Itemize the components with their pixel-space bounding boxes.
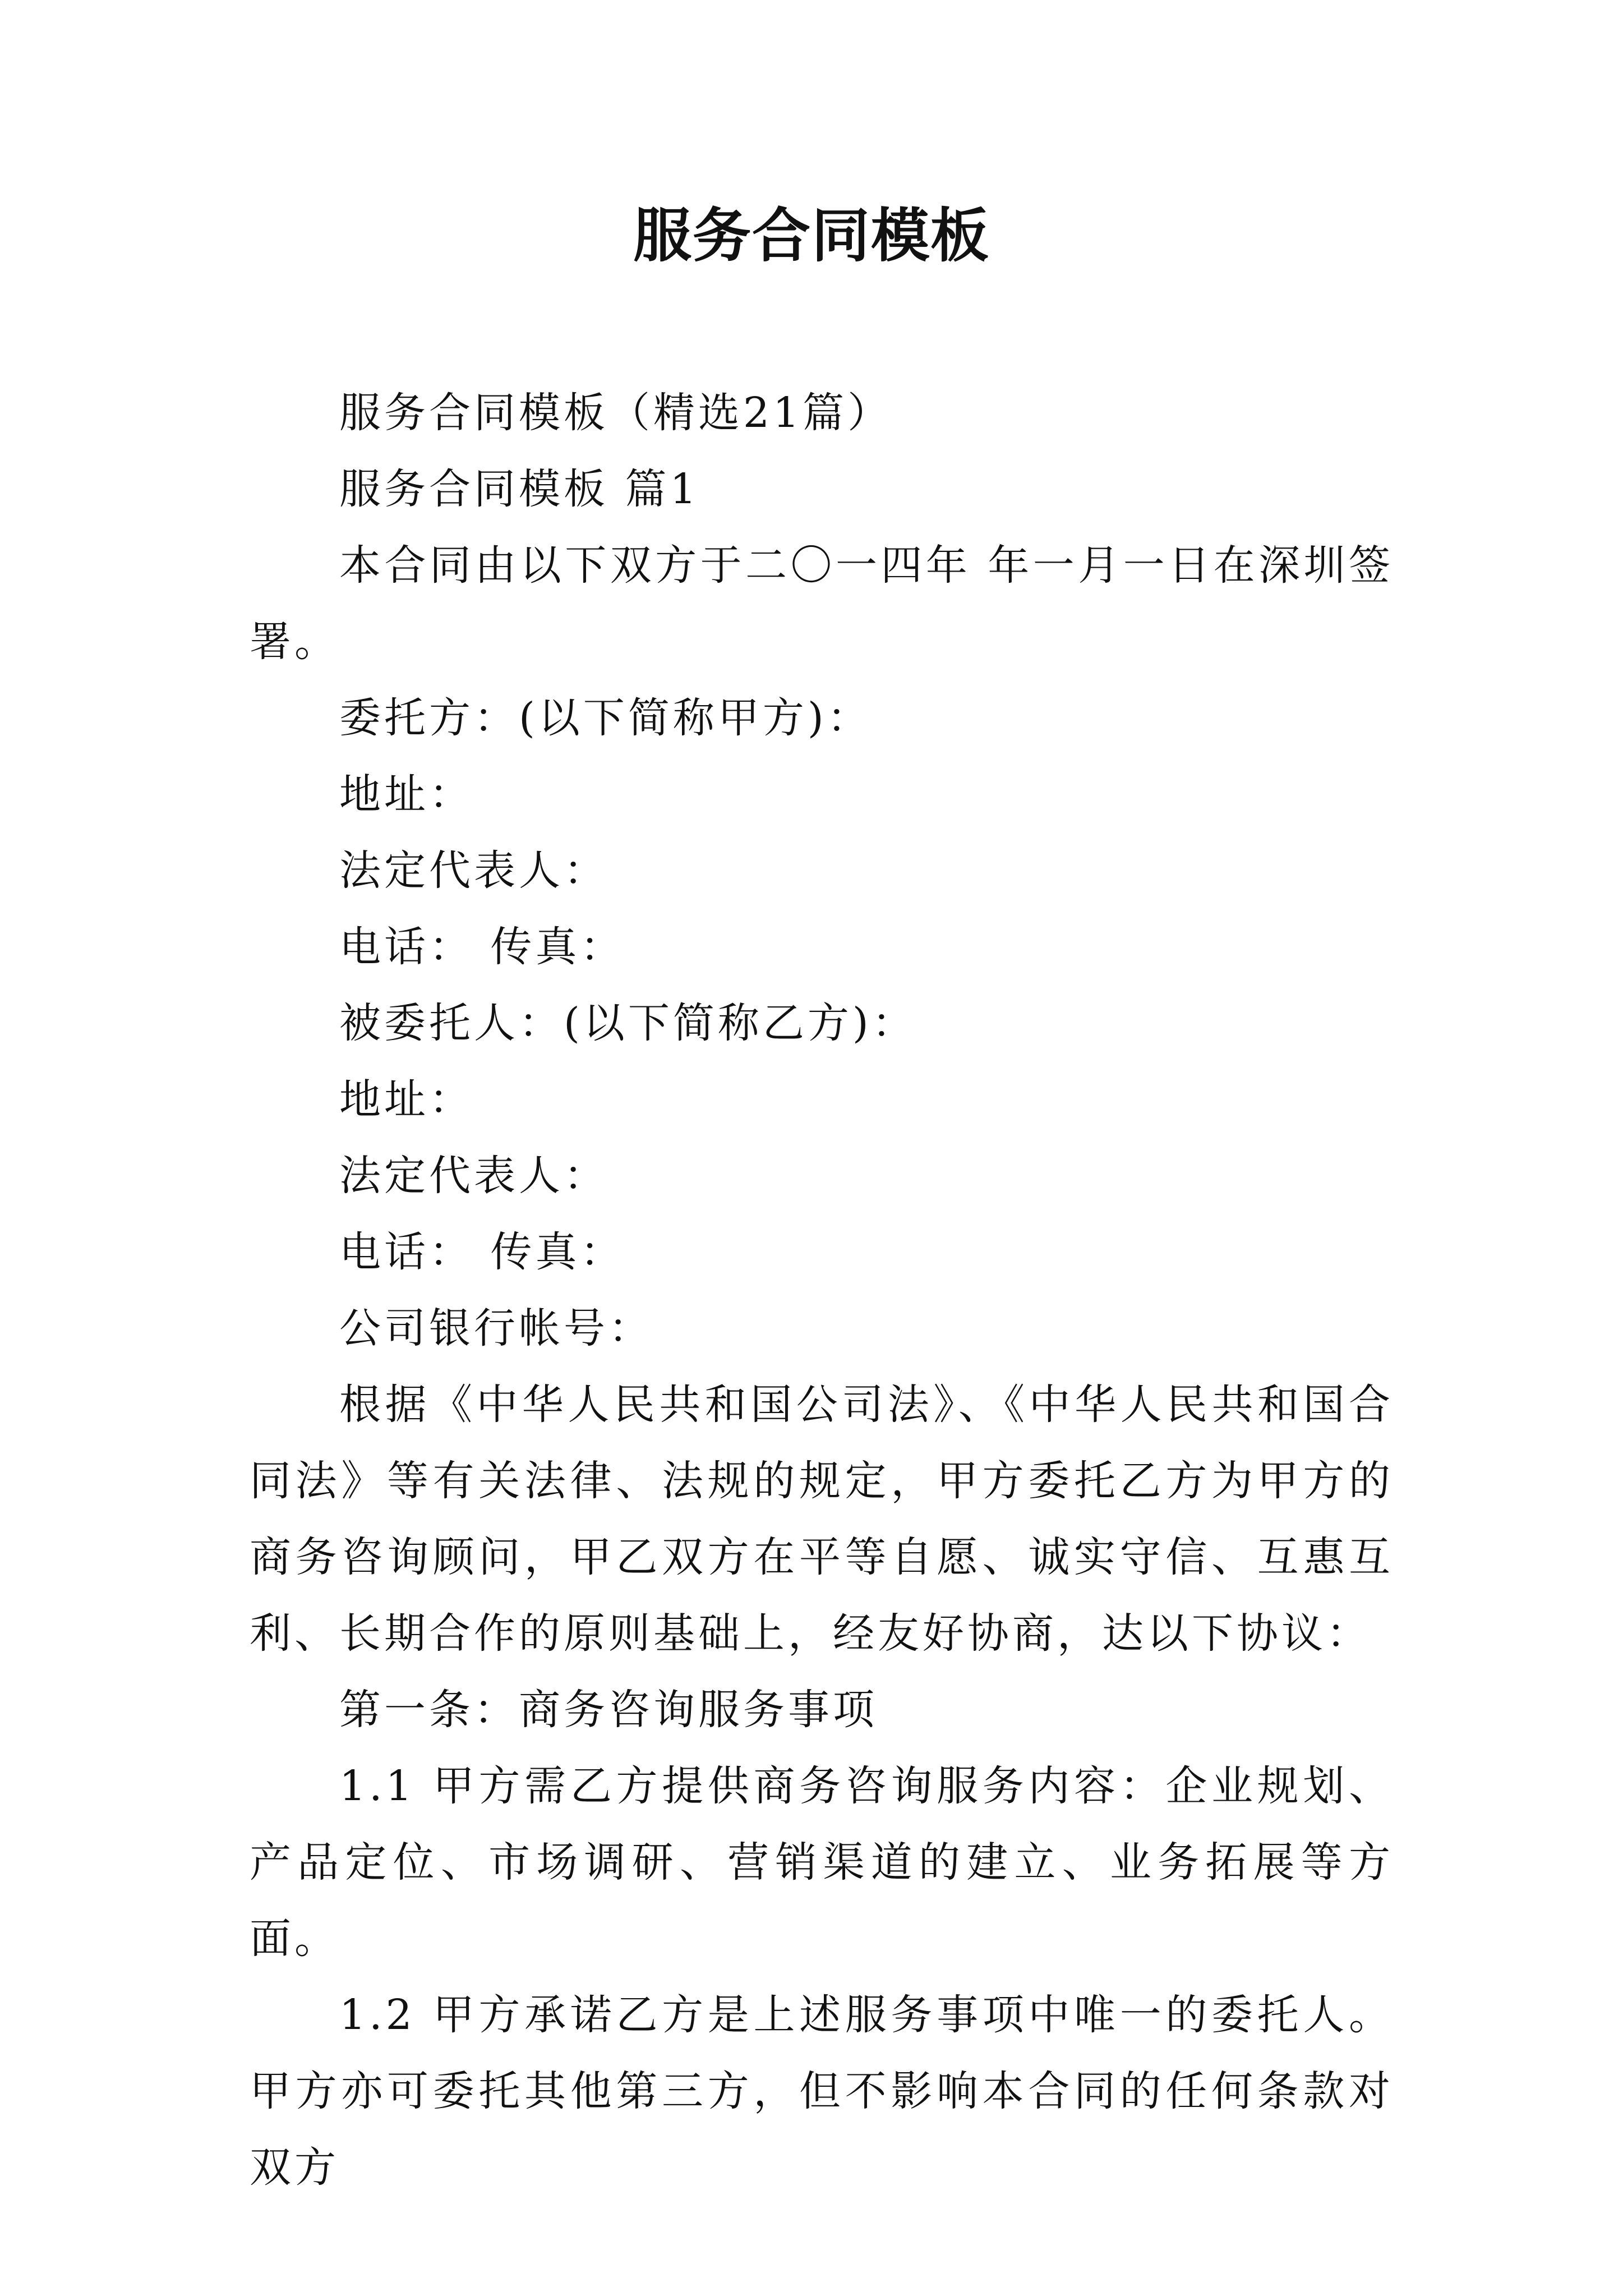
paragraph-client-address: 地址： <box>339 770 474 818</box>
paragraph-section-heading: 服务合同模板 篇1 <box>339 465 700 513</box>
paragraph-legal-basis: 根据《中华人民共和国公司法》、《中华人民共和国合同法》等有关法律、法规的规定，甲方委托乙方为甲方的商务咨询顾问，甲乙双方在平等自愿、诚实守信、互惠互利、长期合作的原则基础上，经友好协商，达以下协议： <box>250 1381 1394 1658</box>
paragraph-agent-party: 被委托人：(以下简称乙方)： <box>339 999 917 1047</box>
paragraph-contract-intro: 本合同由以下双方于二〇一四年 年一月一日在深圳签署。 <box>250 541 1394 666</box>
paragraph-bank-account: 公司银行帐号： <box>339 1304 653 1352</box>
paragraph-clause-1-1: 1.1 甲方需乙方提供商务咨询服务内容：企业规划、产品定位、市场调研、营销渠道的建立、业务拓展等方面。 <box>250 1762 1394 1963</box>
paragraph-client-party: 委托方：(以下简称甲方)： <box>339 694 872 742</box>
paragraph-agent-legal-rep: 法定代表人： <box>339 1152 608 1200</box>
paragraph-agent-phone-fax: 电话： 传真： <box>339 1228 625 1276</box>
paragraph-agent-address: 地址： <box>339 1075 474 1124</box>
paragraph-article-one: 第一条：商务咨询服务事项 <box>339 1686 878 1734</box>
paragraph-subtitle: 服务合同模板（精选21篇） <box>339 389 893 437</box>
document-title: 服务合同模板 <box>633 201 990 270</box>
paragraph-client-legal-rep: 法定代表人： <box>339 846 608 895</box>
document-body <box>250 375 1394 2206</box>
paragraph-client-phone-fax: 电话： 传真： <box>339 923 625 971</box>
paragraph-clause-1-2: 1.2 甲方承诺乙方是上述服务事项中唯一的委托人。甲方亦可委托其他第三方，但不影响本合同的任何条款对双方 <box>250 1991 1394 2192</box>
